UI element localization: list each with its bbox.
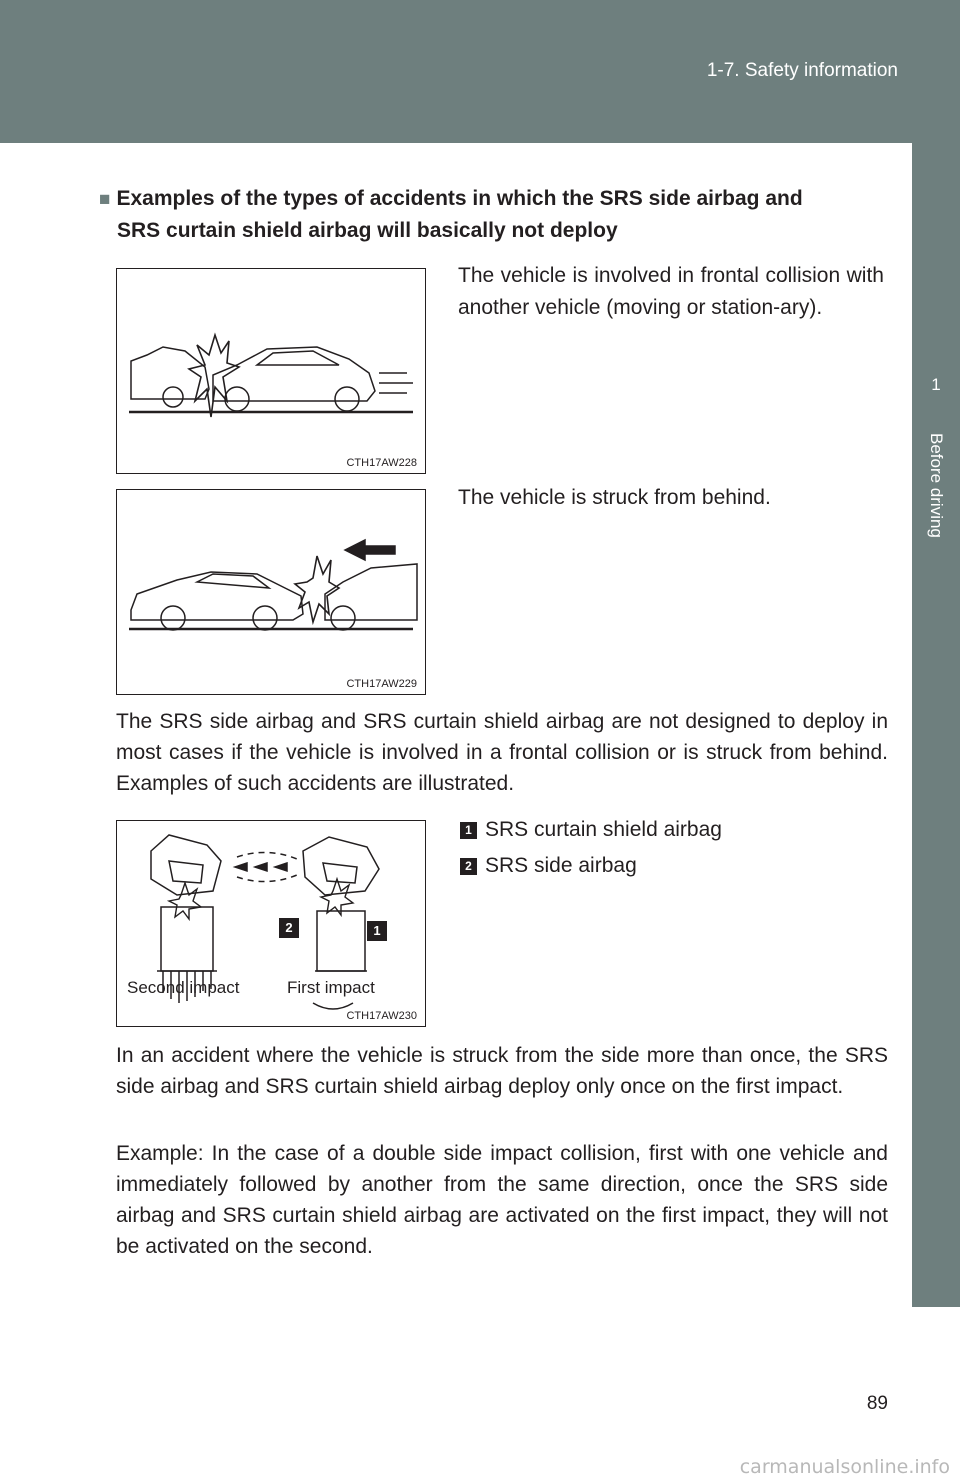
- heading-bullet-icon: ■: [99, 189, 111, 210]
- section-title: 1-7. Safety information: [706, 60, 898, 81]
- figure-1-description: The vehicle is involved in frontal collision with another vehicle (moving or station-ary).: [458, 264, 884, 319]
- chapter-number: 1: [931, 375, 941, 394]
- figure-rear-collision: [116, 489, 426, 695]
- figure-code: CTH17AW228: [346, 457, 417, 469]
- page-header: [0, 0, 960, 143]
- callout-1: 1: [367, 921, 387, 941]
- figure-code: CTH17AW230: [346, 1010, 417, 1022]
- paragraph-multiple-impacts: In an accident where the vehicle is struck from the side more than once, the SRS side airbag and SRS curtain shield airbag deploy only once on the first impact.: [116, 1044, 888, 1098]
- legend-label: SRS side airbag: [485, 854, 637, 877]
- callout-2: 2: [279, 918, 299, 938]
- rear-collision-illustration: [117, 490, 425, 694]
- frontal-collision-illustration: [117, 269, 425, 473]
- first-impact-label: First impact: [287, 978, 375, 997]
- figure-frontal-collision: [116, 268, 426, 474]
- paragraph-not-designed: The SRS side airbag and SRS curtain shield airbag are not designed to deploy in most cases if the vehicle is involved in a frontal collision or is struck from behind. Examples of such accidents are illustrated.: [116, 710, 888, 795]
- section-heading: [99, 183, 889, 246]
- heading-line-1: Examples of the types of accidents in which the SRS side airbag and: [116, 187, 803, 210]
- figure-side-impact: [116, 820, 426, 1027]
- watermark: carmanualsonline.info: [739, 1456, 950, 1478]
- legend-item: [460, 816, 722, 844]
- figure-code: CTH17AW229: [346, 678, 417, 690]
- figure-2-description: The vehicle is struck from behind.: [458, 486, 771, 509]
- chapter-side-tab: [912, 143, 960, 1307]
- legend-label: SRS curtain shield airbag: [485, 818, 722, 841]
- legend-number: 1: [460, 822, 477, 839]
- paragraph-example: Example: In the case of a double side impact collision, first with one vehicle and immediately followed by another from the same direction, once the SRS side airbag and SRS curtain shield airbag are activated on the first impact, they will not be activated on the second.: [116, 1142, 888, 1258]
- second-impact-label: Second impact: [127, 978, 240, 997]
- legend-number: 2: [460, 858, 477, 875]
- page-number: 89: [866, 1393, 888, 1414]
- chapter-label: Before driving: [927, 433, 946, 538]
- heading-line-2: SRS curtain shield airbag will basically not deploy: [117, 219, 618, 242]
- legend-item: [460, 852, 637, 880]
